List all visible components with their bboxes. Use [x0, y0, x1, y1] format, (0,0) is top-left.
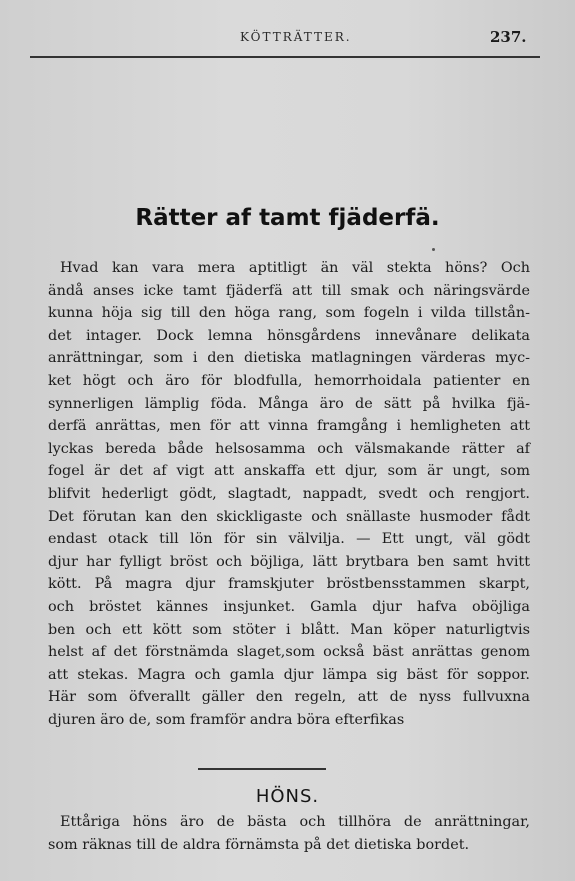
- text-line: Det förutan kan den skickligaste och snällaste husmoder fådt: [48, 508, 530, 525]
- text-line: synnerligen lämplig föda. Många äro de sätt på hvilka fjä-: [48, 395, 530, 412]
- text-line: blifvit hederligt gödt, slagtadt, nappadt, svedt och rengjort.: [48, 486, 530, 502]
- print-speck: [432, 248, 435, 251]
- running-title: KÖTTRÄTTER.: [240, 30, 352, 44]
- running-head: [0, 28, 575, 50]
- text-line: ben och ett kött som stöter i blått. Man köper naturligtvis: [48, 621, 530, 638]
- text-line: ket högt och äro för blodfulla, hemorrhoidala patienter en: [48, 373, 530, 389]
- text-line: som räknas till de aldra förnämsta på det dietiska bordet.: [48, 836, 470, 853]
- text-line: anrättningar, som i den dietiska matlagningen värderas myc-: [48, 350, 530, 367]
- section-rule: [198, 768, 326, 770]
- chapter-title: Rätter af tamt fjäderfä.: [135, 205, 440, 231]
- text-line: ändå anses icke tamt fjäderfä att till smak och näringsvärde: [48, 282, 530, 299]
- text-line: och bröstet kännes insjunket. Gamla djur hafva oböjliga: [48, 599, 530, 615]
- text-line: Hvad kan vara mera aptitligt än väl stekta höns? Och: [60, 260, 530, 276]
- section-title: HÖNS.: [255, 786, 320, 807]
- text-line: kunna höja sig till den höga rang, som fogeln i vilda tillstån-: [48, 305, 530, 322]
- text-line: Här som öfverallt gäller den regeln, att de nyss fullvuxna: [48, 689, 530, 706]
- text-line: det intager. Dock lemna hönsgårdens innevånare delikata: [48, 327, 530, 344]
- text-line: djuren äro de, som framför andra böra efterfikas: [48, 712, 405, 728]
- text-line: helst af det förstnämda slaget,som också bäst anrättas genom: [48, 644, 530, 661]
- text-line: djur har fylligt bröst och böjliga, lätt brytbara ben samt hvitt: [48, 553, 530, 570]
- text-line: endast otack till lön för sin välvilja. — Ett ungt, väl gödt: [48, 531, 530, 548]
- text-line: lyckas bereda både helsosamma och välsmakande rätter af: [48, 440, 530, 457]
- text-line: derfä anrättas, men för att vinna framgång i hemligheten att: [48, 418, 530, 435]
- text-line: Ettåriga höns äro de bästa och tillhöra de anrättningar,: [60, 814, 530, 830]
- text-line: fogel är det af vigt att anskaffa ett djur, som är ungt, som: [48, 463, 530, 480]
- text-line: att stekas. Magra och gamla djur lämpa sig bäst för soppor.: [48, 666, 530, 683]
- header-rule: [30, 56, 540, 58]
- text-line: kött. På magra djur framskjuter bröstbensstammen skarpt,: [48, 576, 530, 593]
- page-number: 237.: [490, 28, 527, 46]
